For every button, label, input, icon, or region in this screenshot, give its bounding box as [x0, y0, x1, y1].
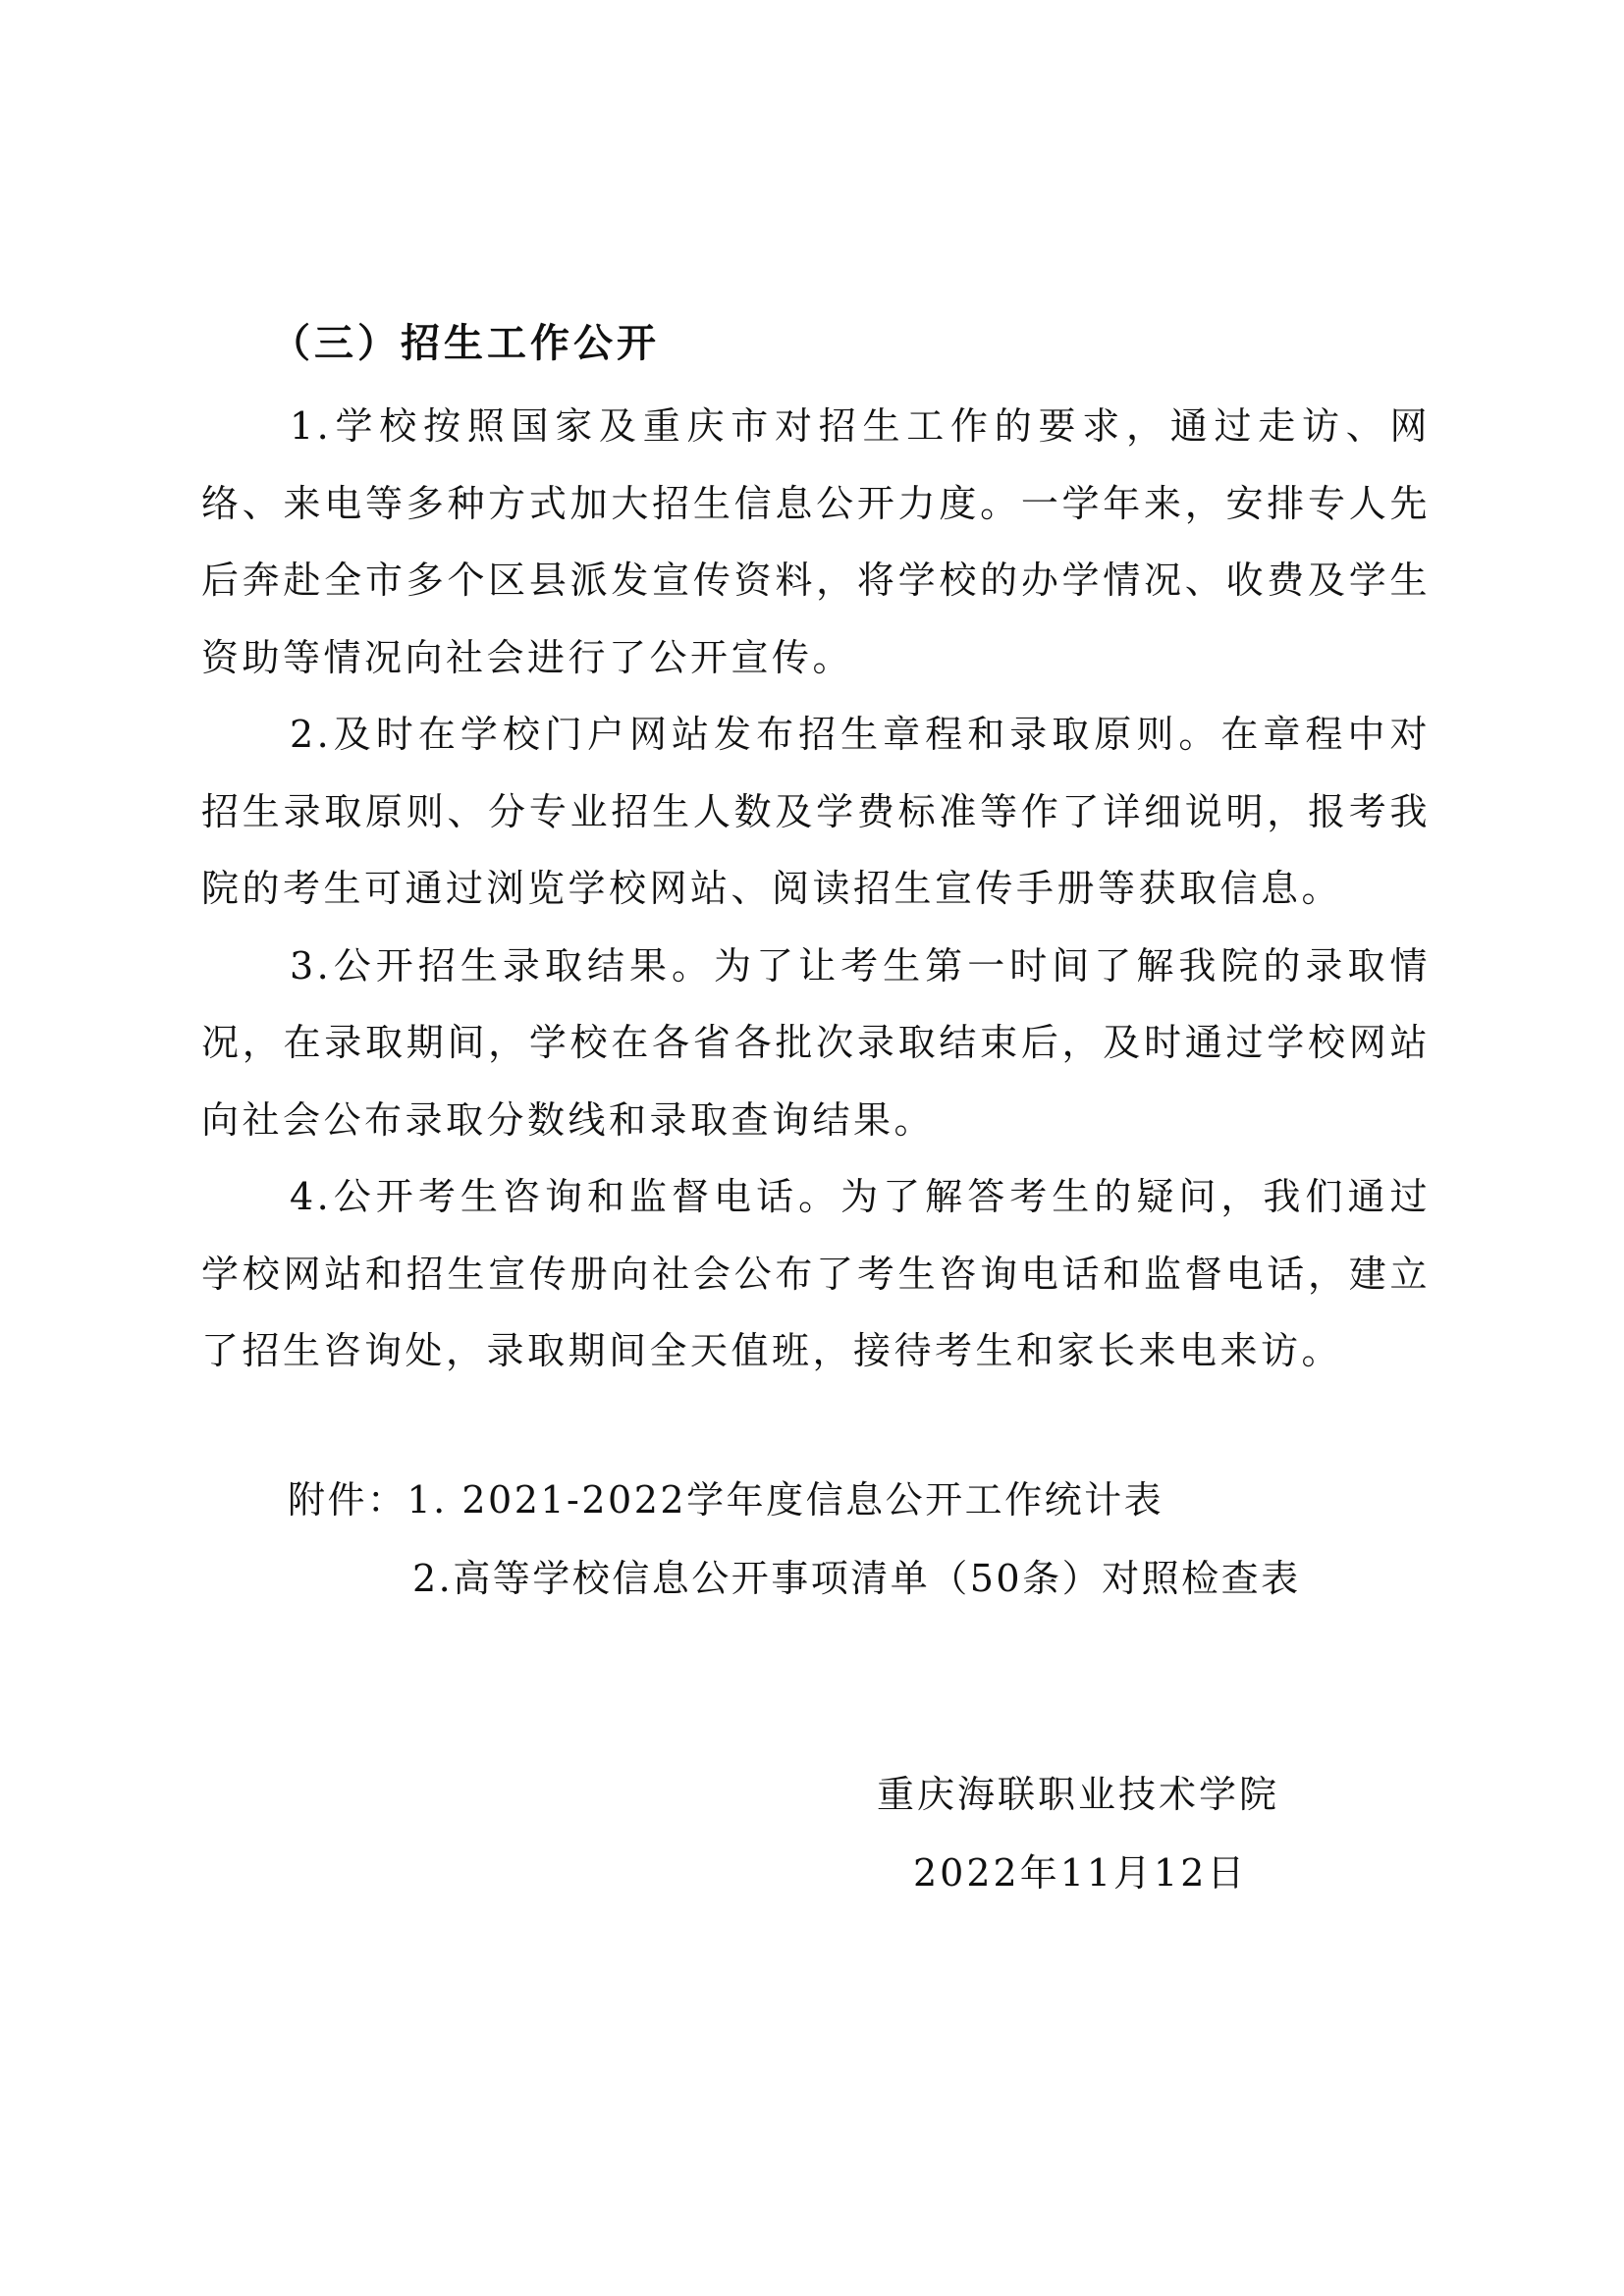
signature-block: [877, 1755, 1279, 1912]
section-heading: （三）招生工作公开: [271, 321, 660, 366]
attachments-block: [288, 1461, 1301, 1618]
attachment-line-1: 附件：1. 2021-2022学年度信息公开工作统计表: [288, 1478, 1164, 1522]
paragraph-3: 3.公开招生录取结果。为了让考生第一时间了解我院的录取情况，在录取期间，学校在各省各批次录取结束后，及时通过学校网站向社会公布录取分数线和录取查询结果。: [201, 943, 1431, 1142]
paragraph-4: 4.公开考生咨询和监督电话。为了解答考生的疑问，我们通过学校网站和招生宣传册向社会公布了考生咨询电话和监督电话，建立了招生咨询处，录取期间全天值班，接待考生和家长来电来访。: [201, 1175, 1431, 1372]
attachment-line-2: 2.高等学校信息公开事项清单（50条）对照检查表: [412, 1557, 1301, 1600]
body-text: [201, 388, 1431, 1390]
signature-organization: 重庆海联职业技术学院: [877, 1773, 1280, 1816]
signature-date: 2022年11月12日: [913, 1851, 1248, 1895]
paragraph-1: 1.学校按照国家及重庆市对招生工作的要求，通过走访、网络、来电等多种方式加大招生信息公开力度。一学年来，安排专人先后奔赴全市多个区县派发宣传资料，将学校的办学情况、收费及学生资助等情况向社会进行了公开宣传。: [201, 404, 1431, 679]
paragraph-2: 2.及时在学校门户网站发布招生章程和录取原则。在章程中对招生录取原则、分专业招生人数及学费标准等作了详细说明，报考我院的考生可通过浏览学校网站、阅读招生宣传手册等获取信息。: [201, 713, 1431, 910]
